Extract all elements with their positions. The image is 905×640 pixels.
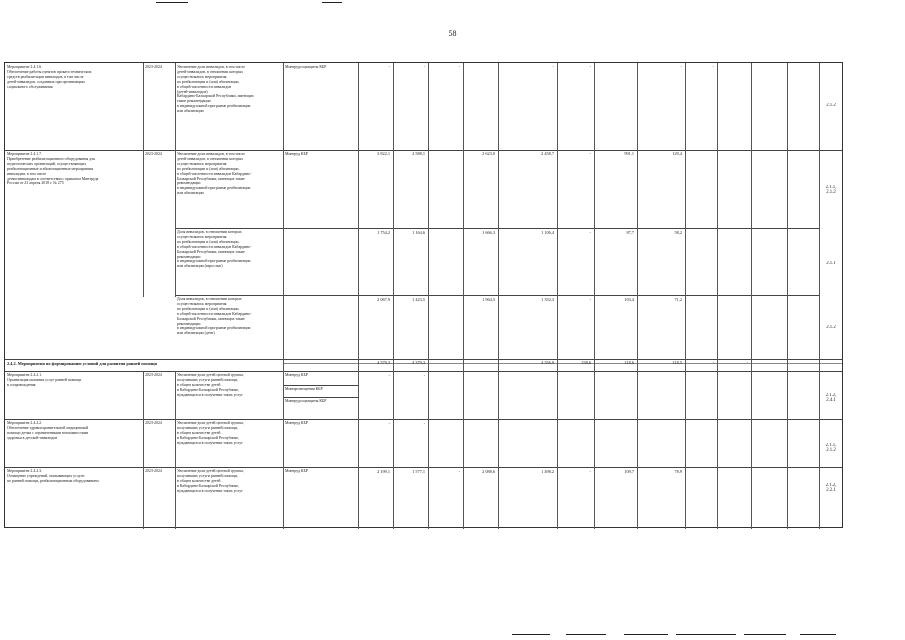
- executor-cell: Минпросвещения КБР: [285, 387, 323, 391]
- value-cell: [637, 373, 685, 382]
- indicator-cell: Увеличение доли инвалидов, в том числе детей-инвалидов, в отношении которых осуществлялись мероприятия по реабилитации и (или) абилитации, в общей численности инвалидов Кабардино- Балкарской Республики, имеющих такие рекомендации в индивидуальной программе реабилитации или абилитации: [177, 152, 252, 196]
- value-cell: [498, 421, 557, 430]
- executor-cell: Минтруд КБР: [285, 152, 308, 156]
- value-cell: -: [552, 64, 554, 69]
- value-cell: 2 067,9: [377, 297, 390, 302]
- value-cell: 991,1: [624, 151, 634, 156]
- value-cell: 4 356,9: [541, 360, 554, 365]
- value-cell: -: [680, 64, 682, 69]
- value-cell: 1 164,6: [412, 230, 425, 235]
- indicator-cell: Увеличение доли детей целевой группы, получивших услуги ранней помощи, в общем количестве детей в Кабардино-Балкарской Республике, нуждающихся в получении таких услуг: [177, 469, 244, 493]
- value-cell: -: [423, 64, 425, 69]
- period-cell: 2023-2024: [145, 373, 162, 377]
- value-cell: [557, 373, 594, 382]
- value-cell: -: [589, 64, 591, 69]
- value-cell: [685, 373, 717, 382]
- value-cell: [751, 469, 787, 478]
- value-cell: [717, 297, 751, 306]
- value-cell: [463, 64, 498, 73]
- indicator-cell: Увеличение доли детей целевой группы, получивших услуги ранней помощи, в общем количестве детей в Кабардино-Балкарской Республике, нуждающихся в получении таких услуг: [177, 373, 244, 397]
- value-cell: [717, 421, 751, 430]
- value-cell: -: [746, 360, 748, 365]
- value-cell: 4 579,3: [377, 360, 390, 365]
- value-cell: [751, 297, 787, 306]
- value-cell: -: [458, 64, 460, 69]
- measure-cell: Мероприятие 2.4.1.7. Приобретение реабилитационного оборудования для педагогических организаций, осуществляющих реабилитационные и абилитационные мероприятия инвалидам, в том числе детям-инвалидам в соответствии с приказом Минтруда России от 23 апреля 2018 г. № 275: [7, 152, 99, 186]
- signature-line: [676, 634, 736, 635]
- value-cell: 2 588,1: [412, 151, 425, 156]
- value-cell: 1 964,5: [482, 297, 495, 302]
- target-indicator-cell: 2.1.2: [826, 103, 836, 108]
- value-cell: [685, 421, 717, 430]
- value-cell: [685, 151, 717, 160]
- value-cell: [717, 64, 751, 73]
- value-cell: [428, 151, 463, 160]
- value-cell: -: [423, 373, 425, 378]
- target-indicator-cell: 2.1.1: [826, 261, 836, 266]
- value-cell: [685, 297, 717, 306]
- value-cell: [751, 360, 787, 369]
- value-cell: [463, 421, 498, 430]
- target-indicator-cell: 2.1.2, 2.2.1: [825, 483, 837, 493]
- indicator-cell: Доля инвалидов, в отношении которых осуществлялись мероприятия по реабилитации и (или) абилитации, в общей численности инвалидов Кабардино- Балкарской Республики, имеющих такие рекомендации в индивидуальной программе реабилитации или абилитации (взрослые): [177, 230, 252, 269]
- value-cell: 87,7: [626, 230, 634, 235]
- value-cell: -: [712, 64, 714, 69]
- value-cell: [751, 151, 787, 160]
- value-cell: [717, 469, 751, 478]
- value-cell: -: [712, 360, 714, 365]
- value-cell: 129,4: [672, 151, 682, 156]
- value-cell: 2 458,7: [541, 151, 554, 156]
- value-cell: 71,2: [674, 297, 682, 302]
- value-cell: [751, 421, 787, 430]
- indicator-cell: Увеличение доли детей целевой группы, получивших услуги ранней помощи, в общем количестве детей в Кабардино-Балкарской Республике, нуждающихся в получении таких услуг: [177, 421, 244, 445]
- value-cell: 238,6: [581, 360, 591, 365]
- value-cell: [428, 360, 463, 369]
- program-table: [4, 62, 843, 528]
- value-cell: [463, 360, 498, 369]
- value-cell: [751, 373, 787, 382]
- executor-cell: Минтруд КБР: [285, 373, 308, 377]
- value-cell: 1 754,2: [377, 230, 390, 235]
- signature-line: [800, 634, 836, 635]
- measure-cell: Мероприятие 2.4.2.1. Организация оказания услуг ранней помощи в сопровождения: [7, 373, 82, 387]
- value-cell: [637, 421, 685, 430]
- measure-cell: Мероприятие 2.4.2.2. Обеспечение здравоохранительной медицинской помощи детям с ограниченными возможностями здоровья в детской-инвалидов: [7, 421, 89, 440]
- value-cell: 1 666,3: [482, 230, 495, 235]
- value-cell: -: [388, 64, 390, 69]
- value-cell: -: [423, 421, 425, 426]
- value-cell: 2 623,0: [482, 151, 495, 156]
- value-cell: 218,6: [624, 360, 634, 365]
- value-cell: 218,5: [672, 360, 682, 365]
- period-cell: 2023-2024: [145, 152, 162, 156]
- value-cell: [463, 373, 498, 382]
- measure-cell: Мероприятие 2.4.2.3. Оснащение учреждений, оказывающих услуги по ранней помощи, реабилитационным оборудованием: [7, 469, 99, 483]
- scan-mark-top: [156, 2, 188, 3]
- signature-line: [512, 634, 550, 635]
- value-cell: 78,9: [674, 469, 682, 474]
- value-cell: [685, 469, 717, 478]
- value-cell: -: [589, 230, 591, 235]
- scan-mark-top: [322, 2, 342, 3]
- period-cell: 2023-2024: [145, 421, 162, 425]
- signature-line: [624, 634, 668, 635]
- value-cell: 58,2: [674, 230, 682, 235]
- target-indicator-cell: 2.1.2, 2.4.1: [825, 393, 837, 403]
- indicator-cell: Увеличение доли инвалидов, в том числе детей-инвалидов, в отношении которых осуществлялись мероприятия по реабилитации и (или) абилитации, в общей численности инвалидов (детей-инвалидов) Кабардино-Балкарской Республики, имеющих такие рекомендации в индивидуальной программе реабилитации или абилитации: [177, 65, 254, 114]
- value-cell: -: [388, 373, 390, 378]
- value-cell: -: [589, 469, 591, 474]
- value-cell: 3 822,1: [377, 151, 390, 156]
- value-cell: [428, 421, 463, 430]
- value-cell: 4 379,3: [412, 360, 425, 365]
- section-heading: 2.4.2. Мероприятия по формированию условий для развития ранней помощи: [7, 361, 157, 366]
- period-cell: 2023-2024: [145, 65, 162, 69]
- value-cell: -: [458, 469, 460, 474]
- value-cell: 1 498,2: [541, 469, 554, 474]
- target-indicator-cell: 2.1.1, 2.1.2: [825, 185, 837, 195]
- page-number: 58: [448, 29, 457, 38]
- value-cell: [751, 64, 787, 73]
- measure-cell: Мероприятие 2.4.1.6. Обеспечение работы пунктов проката технических средств реабилитации инвалидов, в том числе детей-инвалидов, созданных при организациях социального обслуживания: [7, 65, 92, 89]
- executor-cell: Минтрудсоцзащиты КБР: [285, 399, 327, 403]
- executor-cell: Минтрудсоцзащиты КБР: [285, 65, 327, 69]
- executor-cell: Минтруд КБР: [285, 469, 308, 473]
- signature-line: [566, 634, 606, 635]
- value-cell: [594, 64, 637, 73]
- period-cell: 2023-2024: [145, 469, 162, 473]
- value-cell: [428, 297, 463, 306]
- signature-line: [744, 634, 786, 635]
- value-cell: -: [388, 421, 390, 426]
- target-indicator-cell: 2.1.1, 2.1.2: [825, 443, 837, 453]
- value-cell: 103,4: [624, 297, 634, 302]
- value-cell: [594, 421, 637, 430]
- target-indicator-cell: 2.1.2: [826, 325, 836, 330]
- value-cell: [717, 230, 751, 239]
- value-cell: 1 106,4: [541, 230, 554, 235]
- value-cell: [428, 373, 463, 382]
- value-cell: [428, 230, 463, 239]
- executor-cell: Минтруд КБР: [285, 421, 308, 425]
- value-cell: [751, 230, 787, 239]
- value-cell: 109,7: [624, 469, 634, 474]
- value-cell: 2 199,1: [377, 469, 390, 474]
- value-cell: [717, 373, 751, 382]
- value-cell: 1 352,3: [541, 297, 554, 302]
- value-cell: [717, 151, 751, 160]
- value-cell: 2 088,6: [482, 469, 495, 474]
- value-cell: [498, 373, 557, 382]
- value-cell: 1 577,1: [412, 469, 425, 474]
- value-cell: -: [589, 297, 591, 302]
- value-cell: [685, 230, 717, 239]
- value-cell: -: [589, 151, 591, 156]
- value-cell: [557, 421, 594, 430]
- value-cell: [594, 373, 637, 382]
- value-cell: 1 423,5: [412, 297, 425, 302]
- indicator-cell: Доля инвалидов, в отношении которых осуществлялись мероприятия по реабилитации и (или) абилитации, в общей численности инвалидов Кабардино- Балкарской Республики, имеющих такие рекомендации в индивидуальной программе реабилитации или абилитации (дети): [177, 297, 252, 336]
